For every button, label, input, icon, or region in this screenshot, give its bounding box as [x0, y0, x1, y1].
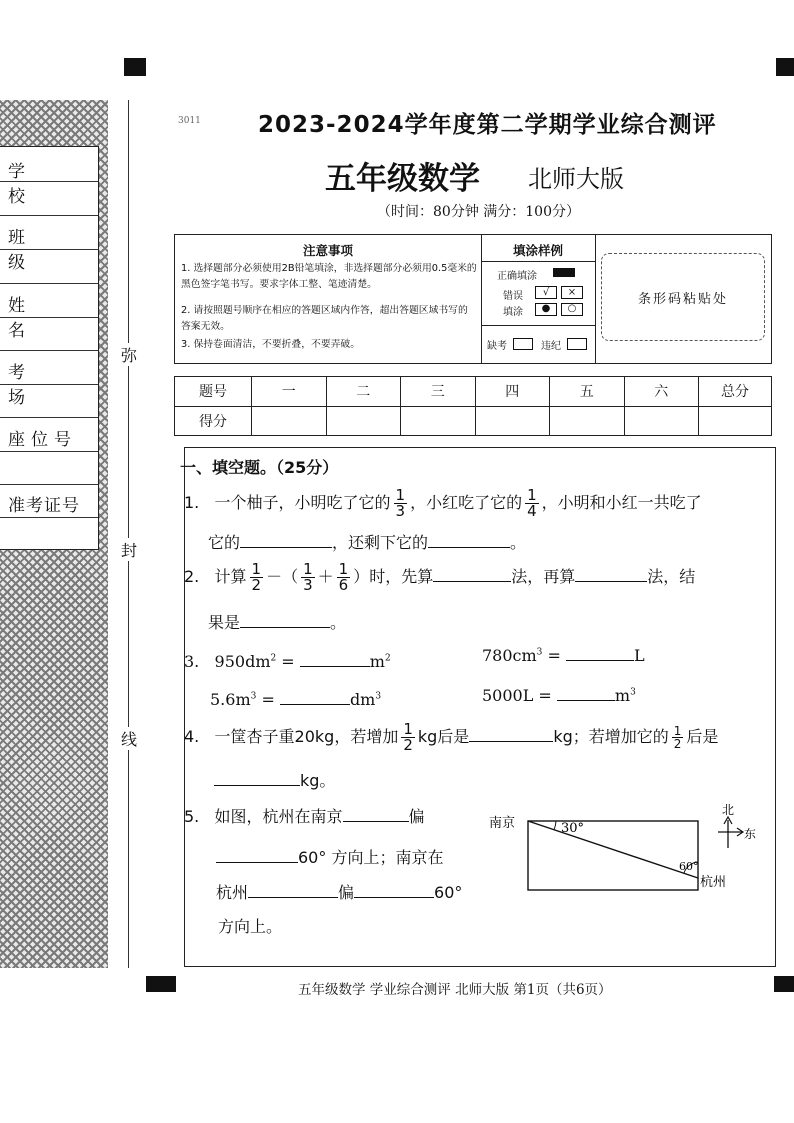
sample-title: 填涂样例	[512, 243, 563, 258]
score-header-row	[175, 377, 772, 407]
barcode-label: 条形码粘贴处	[637, 292, 728, 307]
answer-blank[interactable]	[428, 533, 510, 548]
city-label-nanjing: 南京	[489, 816, 516, 831]
compass-icon	[718, 817, 743, 848]
cross-mark-icon: ×	[561, 286, 583, 299]
fraction: $\frac{1}{3}$	[303, 560, 313, 594]
question-3-line-2b	[482, 686, 636, 705]
question-number: 1.	[184, 493, 200, 512]
field-label-school: 学 校	[8, 162, 43, 207]
info-divider	[0, 249, 98, 250]
fill-line-class[interactable]	[0, 283, 98, 284]
q4-text: 一筐杏子重20kg，若增加	[214, 727, 399, 746]
q3-sup: 3	[250, 691, 257, 702]
question-4-line-2	[214, 768, 335, 791]
score-header-cell: 题号	[175, 377, 252, 407]
q2-text: 法，结	[647, 567, 696, 586]
question-2-line-1	[184, 562, 695, 593]
q3-sup: 3	[375, 691, 382, 702]
q1-text: 。	[510, 533, 527, 552]
time-info: （时间：80分钟 满分：100分）	[377, 204, 580, 220]
q5-text: 偏	[408, 807, 425, 826]
info-divider	[0, 384, 98, 385]
fraction: $\frac{1}{6}$	[338, 560, 349, 594]
fill-line-seat[interactable]	[0, 484, 98, 485]
q2-text: 果是	[208, 613, 241, 632]
q3-text: =	[276, 652, 300, 671]
fill-line-room[interactable]	[0, 417, 98, 418]
violation-label: 违纪	[541, 341, 561, 352]
q3-sup: 2	[384, 653, 391, 664]
question-3-line-1	[184, 652, 391, 671]
notice-rules	[175, 235, 482, 363]
angle-arc	[554, 821, 556, 830]
answer-blank[interactable]	[343, 807, 409, 822]
answer-blank[interactable]	[575, 567, 647, 582]
q5-text: 60° 方向上；南京在	[298, 848, 444, 867]
barcode-area	[601, 253, 765, 341]
field-label-seat: 座位号	[8, 430, 77, 450]
q3-sup: 3	[536, 647, 543, 658]
q1-text: 一个柚子，小明吃了它的	[214, 493, 391, 512]
correct-fill-sample	[553, 268, 575, 277]
angle-label: 60°	[679, 860, 699, 873]
subject-title: 五年级数学	[325, 161, 480, 197]
answer-blank[interactable]	[214, 771, 300, 786]
q2-text: 计算	[214, 567, 247, 586]
score-cell[interactable]	[475, 406, 550, 436]
q3-sup: 3	[630, 687, 636, 698]
edition-label: 北师大版	[528, 165, 624, 193]
q2-text: ＋	[317, 567, 334, 586]
answer-blank[interactable]	[300, 652, 370, 667]
q3-text: 950dm	[214, 652, 271, 671]
score-table	[174, 376, 772, 436]
q2-text: 法，再算	[511, 567, 576, 586]
q2-text: 。	[330, 613, 347, 632]
answer-blank[interactable]	[240, 533, 332, 548]
info-divider	[0, 317, 98, 318]
answer-blank[interactable]	[557, 686, 615, 701]
question-number: 5.	[184, 807, 200, 826]
q3-text: 5.6m	[210, 690, 251, 709]
north-label: 北	[722, 803, 735, 817]
seal-char: 封	[119, 538, 139, 561]
score-cell[interactable]	[401, 406, 476, 436]
q2-text: －（	[266, 567, 299, 586]
question-3-line-2	[210, 690, 381, 709]
q3-text: 5000L =	[482, 686, 557, 705]
q4-text: 后是	[686, 727, 719, 746]
field-label-name: 姓 名	[8, 296, 43, 341]
fraction: $\frac{1}{4}$	[527, 486, 537, 520]
check-mark-icon: √	[535, 286, 557, 299]
score-header-cell: 六	[624, 377, 699, 407]
fraction: $\frac{1}{2}$	[403, 720, 413, 754]
score-value-row	[175, 406, 772, 436]
score-header-cell: 三	[401, 377, 476, 407]
wrong-fill-label: 错误	[503, 291, 523, 302]
q3-text: L	[633, 646, 645, 665]
question-number: 2.	[184, 567, 200, 586]
diagram-rectangle	[528, 821, 698, 890]
score-header-cell: 二	[326, 377, 401, 407]
question-5-line-3	[216, 880, 462, 903]
corner-code: 3011	[178, 116, 201, 126]
field-label-room: 考 场	[8, 363, 43, 408]
diagram-diagonal	[528, 821, 698, 878]
notice-box	[174, 234, 772, 364]
q2-text: ）时，先算	[353, 567, 434, 586]
answer-blank[interactable]	[280, 690, 350, 705]
section-heading: 一、填空题。（25分）	[180, 458, 339, 477]
q3-text: dm	[349, 690, 376, 709]
answer-blank[interactable]	[469, 727, 553, 742]
score-cell[interactable]	[326, 406, 401, 436]
registration-mark	[776, 58, 794, 76]
question-number: 4.	[184, 727, 200, 746]
q3-text: m	[614, 686, 631, 705]
answer-blank[interactable]	[354, 883, 434, 898]
info-divider	[0, 517, 98, 518]
direction-diagram	[486, 800, 766, 896]
notice-title: 注意事项	[302, 243, 353, 258]
score-header-cell: 四	[475, 377, 550, 407]
q1-text: ，还剩下它的	[332, 533, 429, 552]
q5-text: 方向上。	[218, 917, 283, 936]
q5-text: 偏	[338, 883, 355, 902]
seal-char: 弥	[119, 343, 139, 366]
q3-sup: 2	[270, 653, 277, 664]
question-5-line-2	[216, 845, 443, 868]
question-1-line-2	[208, 530, 526, 553]
q1-text: ，小明和小红一共吃了	[541, 493, 702, 512]
answer-blank[interactable]	[216, 848, 298, 863]
score-cell[interactable]	[252, 406, 327, 436]
q5-text: 如图，杭州在南京	[214, 807, 343, 826]
absent-label: 缺考	[487, 341, 507, 352]
angle-label: 30°	[561, 821, 585, 836]
score-row-label: 得分	[175, 406, 252, 436]
field-label-class: 班 级	[8, 228, 43, 273]
q4-text: kg。	[300, 771, 336, 790]
q3-text: =	[256, 690, 280, 709]
rule-3: 3. 保持卷面清洁，不要折叠，不要弄破。	[181, 339, 361, 350]
city-label-hangzhou: 杭州	[700, 875, 727, 890]
answer-blank[interactable]	[248, 883, 338, 898]
page-footer: 五年级数学 学业综合测评 北师大版 第1页（共6页）	[298, 982, 612, 998]
absent-checkbox[interactable]	[513, 338, 533, 350]
q4-text: kg；若增加它的	[553, 727, 669, 746]
q1-text: 它的	[208, 533, 241, 552]
field-label-exam-id: 准考证号	[8, 496, 80, 516]
q3-text: =	[542, 646, 566, 665]
answer-blank[interactable]	[433, 567, 511, 582]
question-4-line-1	[184, 722, 718, 753]
student-info-box	[0, 146, 99, 550]
question-5-line-1	[184, 804, 425, 827]
score-cell[interactable]	[624, 406, 699, 436]
rule-1: 1. 选择题部分必须使用2B铅笔填涂，非选择题部分必须用0.5毫米的黑色签字笔书写。要求字体工整、笔迹清楚。	[181, 263, 477, 290]
q3-text: 780cm	[482, 646, 537, 665]
q5-text: 60°	[434, 883, 463, 902]
fill-line-school[interactable]	[0, 215, 98, 216]
info-divider	[0, 181, 98, 182]
wrong-fill-label: 填涂	[503, 307, 523, 318]
fraction: $\frac{1}{3}$	[395, 486, 406, 520]
seal-line	[128, 100, 129, 968]
fraction: $\frac{1}{2}$	[673, 724, 682, 751]
registration-mark	[124, 58, 146, 76]
answer-blank[interactable]	[240, 613, 330, 628]
question-5-line-4	[218, 914, 282, 937]
registration-mark	[774, 976, 794, 992]
question-2-line-2	[208, 610, 346, 633]
info-divider	[0, 451, 98, 452]
q5-text: 杭州	[216, 883, 249, 902]
exam-title: 2023-2024学年度第二学期学业综合测评	[258, 112, 717, 138]
score-header-cell: 总分	[699, 377, 772, 407]
circle-mark-icon: ○	[561, 303, 583, 316]
question-number: 3.	[184, 652, 200, 671]
answer-blank[interactable]	[566, 646, 634, 661]
fraction: $\frac{1}{2}$	[251, 560, 262, 594]
east-label: 东	[744, 827, 757, 841]
score-cell[interactable]	[699, 406, 772, 436]
question-3-line-1b	[482, 646, 645, 665]
score-cell[interactable]	[550, 406, 625, 436]
q4-text: kg后是	[417, 727, 470, 746]
q1-text: ，小红吃了它的	[410, 493, 523, 512]
correct-fill-label: 正确填涂	[497, 271, 537, 282]
registration-mark	[146, 976, 176, 992]
fill-line-name[interactable]	[0, 350, 98, 351]
dot-mark-icon: ●	[535, 303, 557, 316]
rule-2: 2. 请按照题号顺序在相应的答题区域内作答，超出答题区域书写的答案无效。	[181, 305, 468, 332]
q3-text: m	[369, 652, 385, 671]
question-1-line-1	[184, 488, 702, 519]
score-header-cell: 五	[550, 377, 625, 407]
violation-checkbox[interactable]	[567, 338, 587, 350]
score-header-cell: 一	[252, 377, 327, 407]
seal-char: 线	[119, 727, 139, 750]
